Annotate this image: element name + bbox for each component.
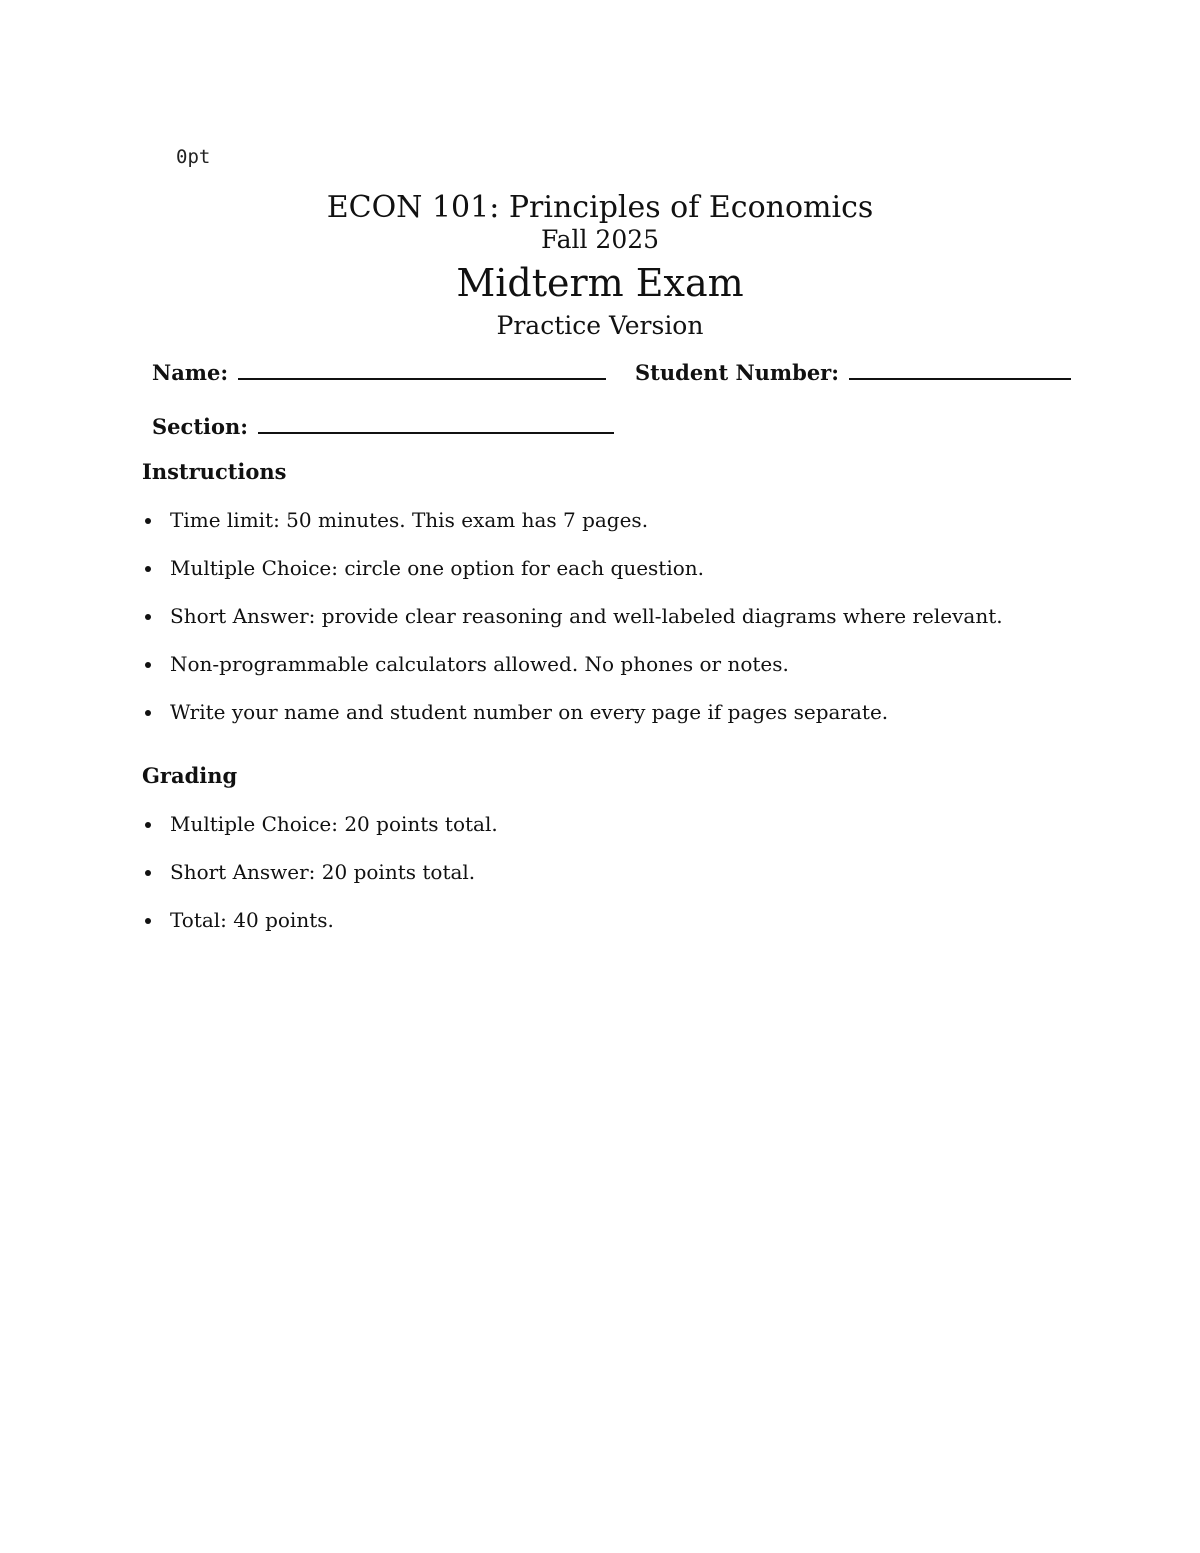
student-number-field [635,360,1071,385]
name-label: Name: [152,360,229,385]
instruction-text: Write your name and student number on every page if pages separate. [170,700,889,724]
list-item [142,604,1003,652]
instruction-text: Non-programmable calculators allowed. No phones or notes. [170,652,789,676]
instructions-heading: Instructions [142,459,287,484]
term-label: Fall 2025 [540,225,660,254]
student-number-blank-line[interactable] [849,377,1071,380]
bullet-icon [145,918,151,924]
grading-text: Multiple Choice: 20 points total. [170,812,498,836]
list-item [142,556,1003,604]
bullet-icon [145,518,151,524]
course-title: ECON 101: Principles of Economics [326,190,874,225]
version-label: Practice Version [496,311,704,340]
list-item [142,652,1003,700]
instruction-text: Multiple Choice: circle one option for each question. [170,556,705,580]
exam-title: Midterm Exam [456,261,744,305]
list-item [142,508,1003,556]
grading-list [142,812,498,956]
grading-heading: Grading [142,763,238,788]
name-field [152,360,606,385]
student-number-label: Student Number: [635,360,840,385]
section-blank-line[interactable] [258,431,614,434]
instruction-text: Time limit: 50 minutes. This exam has 7 pages. [170,508,649,532]
bullet-icon [145,662,151,668]
stray-text: 0pt [176,146,211,168]
grading-text: Short Answer: 20 points total. [170,860,476,884]
bullet-icon [145,870,151,876]
list-item [142,700,1003,748]
section-field [152,414,614,439]
instructions-list [142,508,1003,748]
bullet-icon [145,710,151,716]
grading-text: Total: 40 points. [170,908,334,932]
list-item [142,908,498,956]
section-label: Section: [152,414,249,439]
bullet-icon [145,614,151,620]
list-item [142,812,498,860]
bullet-icon [145,566,151,572]
list-item [142,860,498,908]
bullet-icon [145,822,151,828]
instruction-text: Short Answer: provide clear reasoning and well-labeled diagrams where relevant. [170,604,1003,628]
name-blank-line[interactable] [238,377,606,380]
